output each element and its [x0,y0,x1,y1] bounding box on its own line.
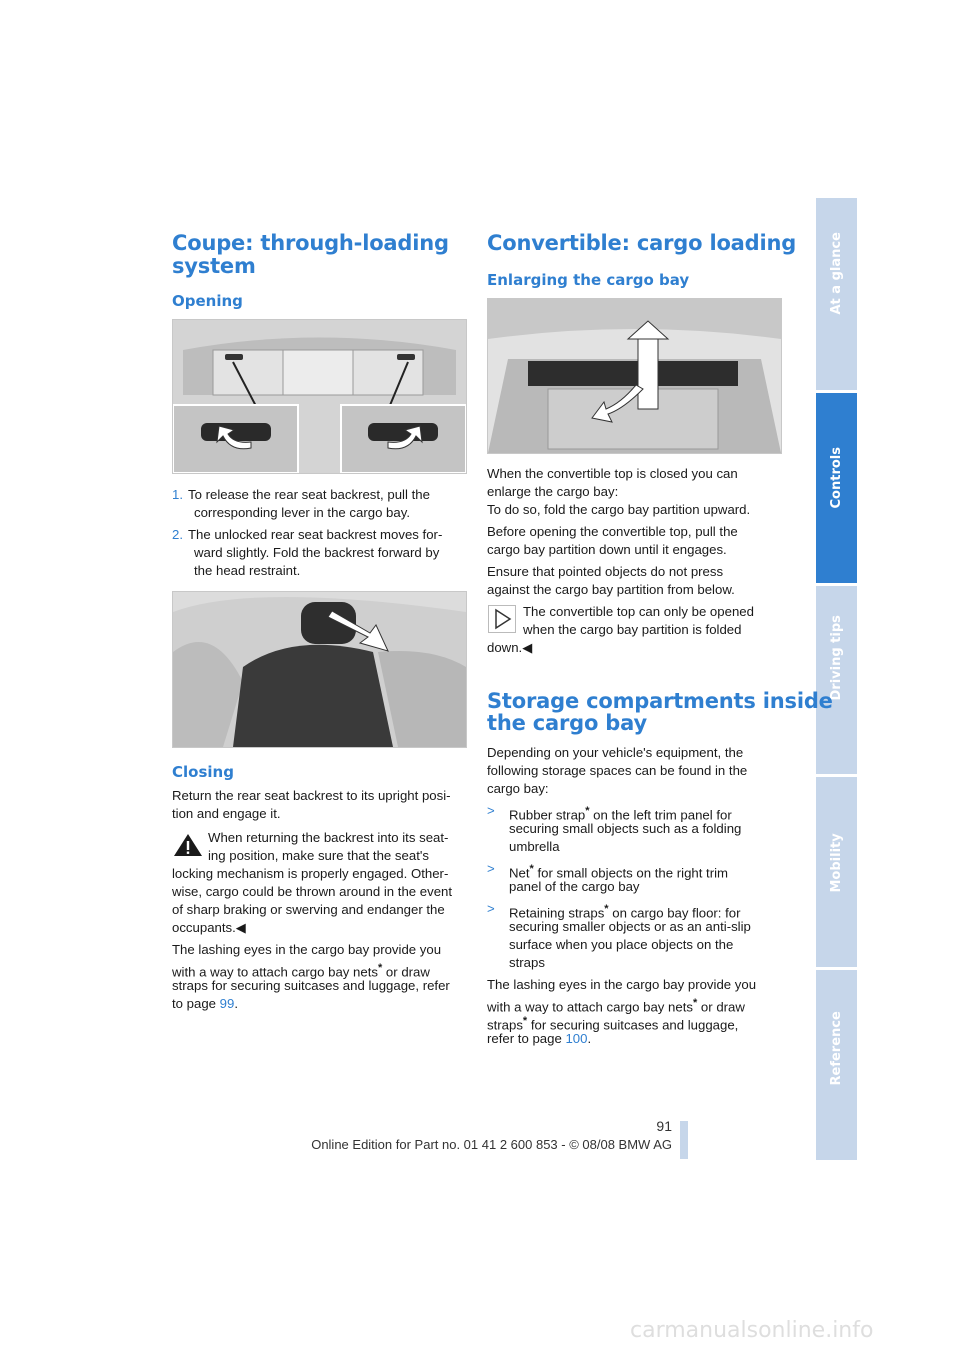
note-icon [488,605,516,633]
closing-text: tion and engage it. [172,806,281,821]
lashing-text: The lashing eyes in the cargo bay provide you [487,977,757,992]
storage-text: Depending on your vehicle's equipment, the [487,745,744,760]
lashing-text: straps* for securing suitcases and luggage, [487,1015,739,1033]
warning-text: When returning the backrest into its seat- [208,830,449,845]
step-2-cont: ward slightly. Fold the backrest forward by [194,545,440,560]
closing-text: Return the rear seat backrest to its upright posi- [172,788,451,803]
enlarge-text: Ensure that pointed objects do not press [487,564,724,579]
lashing-text: refer to page 100. [487,1031,592,1046]
lashing-text: to page 99. [172,996,239,1011]
subheading-opening: Opening [172,292,243,310]
warning-icon [172,832,204,858]
lashing-text: straps for securing suitcases and luggage, refer [172,978,450,993]
warning-text: occupants.◀ [172,920,246,935]
page-number: 91 [656,1118,672,1134]
warning-text: locking mechanism is properly engaged. Other- [172,866,449,881]
enlarge-text: enlarge the cargo bay: [487,484,619,499]
figure-release-levers [172,319,467,474]
figure-cargo-partition [487,298,782,454]
step-2-cont: the head restraint. [194,563,301,578]
figure-fold-backrest [172,591,467,748]
list-item: > Net* for small objects on the right trim panel of the cargo bay [487,861,729,894]
enlarge-text: When the convertible top is closed you can [487,466,738,481]
warning-text: of sharp braking or swerving and endanger the [172,902,445,917]
storage-text: following storage spaces can be found in the [487,763,748,778]
side-tab-controls[interactable]: Controls [816,393,857,583]
page-number-bar [680,1121,688,1159]
edition-footer: Online Edition for Part no. 01 41 2 600 853 - © 08/08 BMW AG [311,1137,672,1152]
lashing-text: The lashing eyes in the cargo bay provide you [172,942,442,957]
note-text: down.◀ [487,640,533,655]
backrest-fold-illustration [173,592,466,747]
section-heading-storage: the cargo bay [487,711,647,735]
enlarge-text: cargo bay partition down until it engages. [487,542,727,557]
section-heading-coupe: Coupe: through-loading system [172,231,449,278]
side-tab-mobility[interactable]: Mobility [816,777,857,967]
warning-text: wise, cargo could be thrown around in the event [172,884,453,899]
cargo-partition-illustration [488,299,781,453]
note-text: when the cargo bay partition is folded [523,622,742,637]
side-tab-at-a-glance[interactable]: At a glance [816,198,857,390]
section-heading-storage: Storage compartments inside [487,689,833,713]
step-1: 1. To release the rear seat backrest, pull the [172,487,430,502]
warning-text: ing position, make sure that the seat's [208,848,429,863]
page-link-100[interactable]: 100 [565,1031,588,1046]
side-tab-driving-tips[interactable]: Driving tips [816,586,857,774]
lashing-text: with a way to attach cargo bay nets* or draw [172,962,430,980]
subheading-enlarging: Enlarging the cargo bay [487,271,690,289]
list-item: > Rubber strap* on the left trim panel for securing small objects such as a folding umbrella [487,803,742,854]
enlarge-text: To do so, fold the cargo bay partition upward. [487,502,751,517]
enlarge-text: against the cargo bay partition from below. [487,582,735,597]
step-1-cont: corresponding lever in the cargo bay. [194,505,411,520]
subheading-closing: Closing [172,763,234,781]
side-tab-reference[interactable]: Reference [816,970,857,1160]
storage-text: cargo bay: [487,781,549,796]
list-item: > Retaining straps* on cargo bay floor: for securing smaller objects or as an anti-slip surface when you place objects on the straps [487,901,751,970]
lashing-text: with a way to attach cargo bay nets* or draw [487,997,745,1015]
page-link-99[interactable]: 99 [219,996,235,1011]
note-text: The convertible top can only be opened [523,604,754,619]
enlarge-text: Before opening the convertible top, pull the [487,524,738,539]
watermark: carmanualsonline.info [630,1318,874,1343]
cargo-bay-levers-illustration [173,320,466,473]
section-heading-convertible: Convertible: cargo loading [487,231,797,255]
step-2: 2. The unlocked rear seat backrest moves for- [172,527,443,542]
